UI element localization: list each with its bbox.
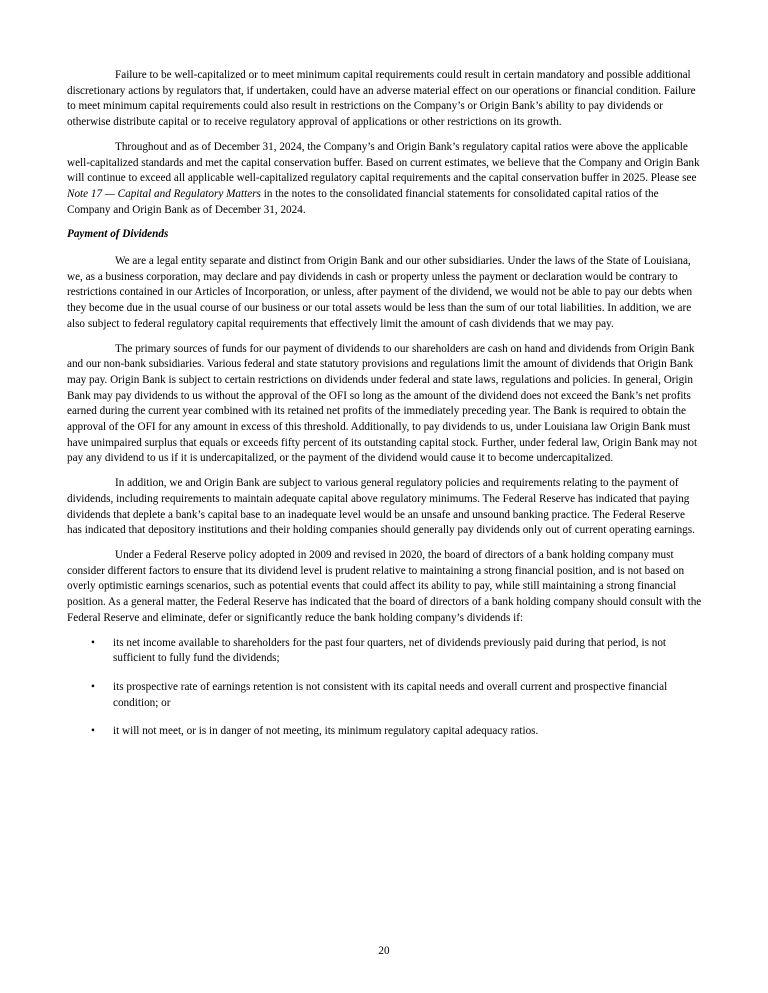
bullet-icon: •: [91, 725, 95, 738]
note-17-reference: Note 17 — Capital and Regulatory Matters: [67, 187, 261, 200]
bullet-icon: •: [91, 636, 95, 649]
section-heading-payment-of-dividends: Payment of Dividends: [67, 228, 169, 241]
paragraph-legal-entity: We are a legal entity separate and distinct from Origin Bank and our other subsidiaries. Under the laws of the State of Louisiana, we, as a business corporation, may declare and pay dividends in cash or property unless the payment or declaration would be contrary to restrictions contained in our Articles of Incorporation, or unless, after payment of the dividend, we would not be able to pay our debts when they become due in the usual course of our business or our total assets would be less than the sum of our total liabilities. In addition, we are also subject to federal regulatory capital requirements that effectively limit the amount of cash dividends that we may pay.: [67, 255, 693, 330]
paragraph-capital-ratios: [67, 140, 702, 219]
list-item-text: its net income available to shareholders for the past four quarters, net of dividends previously paid during that period, is not sufficient to fully fund the dividends;: [113, 636, 667, 665]
list-item: [67, 724, 702, 740]
dividend-conditions-list: [67, 636, 702, 741]
paragraph-dividend-sources: The primary sources of funds for our payment of dividends to our shareholders are cash on hand and dividends from Origin Bank and our non-bank subsidiaries. Various federal and state statutory provisions and regulations limit the amount of dividends that Origin Bank may pay. Origin Bank is subject to certain restrictions on dividends under federal and state laws, regulations and policies. In general, Origin Bank may pay dividends to us without the approval of the OFI so long as the amount of the dividend does not exceed the Bank’s net profits earned during the current year combined with its retained net profits of the immediately preceding year. The Bank is required to obtain the approval of the OFI for any amount in excess of this threshold. Additionally, to pay dividends to us, under Louisiana law Origin Bank must have unimpaired surplus that equals or exceeds fifty percent of its outstanding capital stock. Further, under federal law, Origin Bank may not pay any dividend to us if it is undercapitalized, or the payment of the dividend would cause it to become undercapitalized.: [67, 342, 698, 465]
paragraph-federal-reserve-policy: Under a Federal Reserve policy adopted in 2009 and revised in 2020, the board of directors of a bank holding company must consider different factors to ensure that its dividend level is prudent relative to maintaining a strong financial position, and is not based on overly optimistic earnings scenarios, such as potential events that could affect its ability to pay, while still maintaining a strong financial position. As a general matter, the Federal Reserve has indicated that the board of directors of a bank holding company should consult with the Federal Reserve and eliminate, defer or significantly reduce the bank holding company’s dividends if:: [67, 548, 702, 624]
list-item: [67, 636, 702, 667]
paragraph-capital-failure: Failure to be well-capitalized or to meet minimum capital requirements could result in certain mandatory and possible additional discretionary actions by regulators that, if undertaken, could have an adverse material effect on our operations or financial condition. Failure to meet minimum capital requirements could also result in restrictions on the Company’s or Origin Bank’s ability to pay dividends or otherwise distribute capital or to receive regulatory approval of applications or other restrictions on its growth.: [67, 69, 696, 129]
paragraph-capital-ratios-text: Throughout and as of December 31, 2024, the Company’s and Origin Bank’s regulatory capital ratios were above the applicable well-capitalized standards and met the capital conservation buffer. Based on current estimates, we believe that the Company and Origin Bank will continue to exceed all applicable well-capitalized regulatory capital requirements and the capital conservation buffer in 2025. Please see: [67, 140, 700, 185]
list-item: [67, 680, 702, 711]
paragraph-regulatory-policies: In addition, we and Origin Bank are subject to various general regulatory policies and requirements relating to the payment of dividends, including requirements to maintain adequate capital above regulatory minimums. The Federal Reserve has indicated that paying dividends that deplete a bank’s capital base to an inadequate level would be an unsafe and unsound banking practice. The Federal Reserve has indicated that depository institutions and their holding companies should generally pay dividends only out of current operating earnings.: [67, 477, 695, 537]
bullet-icon: •: [91, 680, 95, 693]
page-number: 20: [378, 945, 390, 957]
list-item-text: its prospective rate of earnings retention is not consistent with its capital needs and overall current and prospective financial condition; or: [113, 680, 668, 709]
page-content: [67, 68, 702, 753]
paragraph-capital-ratios-continuation: in the notes to the consolidated financial statements for consolidated capital ratios of the Company and Origin Bank as of December 31, 2024.: [67, 187, 659, 216]
list-item-text: it will not meet, or is in danger of not meeting, its minimum regulatory capital adequacy ratios.: [113, 725, 539, 738]
